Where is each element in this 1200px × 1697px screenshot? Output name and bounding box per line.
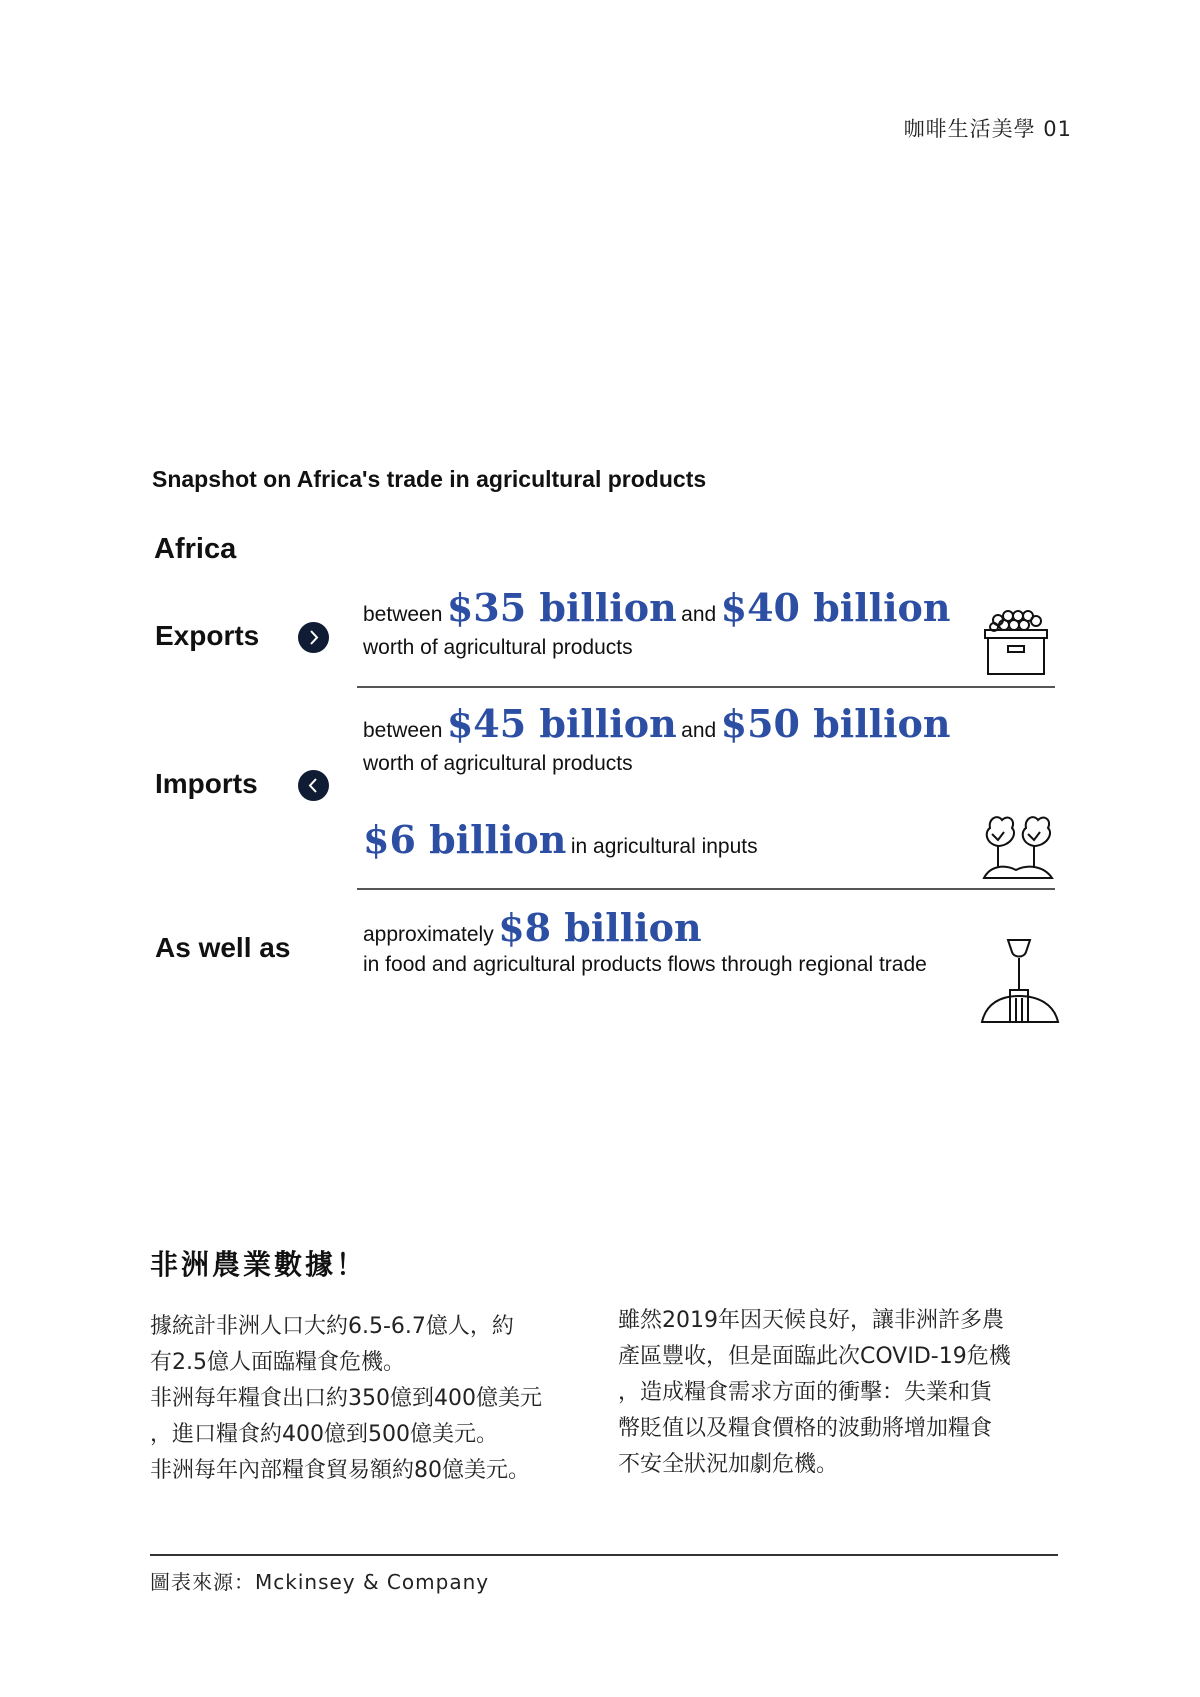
imports-divider xyxy=(357,888,1055,890)
left-para-line: 據統計非洲人口大約6.5-6.7億人，約 xyxy=(150,1314,514,1339)
left-para-line: 非洲每年糧食出口約350億到400億美元 xyxy=(150,1386,542,1411)
article-right-column xyxy=(618,1303,1068,1483)
exports-divider xyxy=(357,686,1055,688)
right-para-line: ，造成糧食需求方面的衝擊：失業和貨 xyxy=(618,1380,993,1405)
imports-prefix: between xyxy=(363,719,443,742)
left-para-line: 非洲每年內部糧食貿易額約80億美元。 xyxy=(150,1458,530,1483)
imports-value-low: $45 billion xyxy=(446,701,677,746)
exports-value-low: $35 billion xyxy=(446,585,677,630)
aswell-subtext: in food and agricultural products flows through regional trade xyxy=(363,953,927,976)
source-divider xyxy=(150,1554,1058,1556)
exports-label: Exports xyxy=(155,620,260,651)
inputs-value: $6 billion xyxy=(363,817,567,862)
crops-icon xyxy=(980,806,1056,884)
left-para-line: ，進口糧食約400億到500億美元。 xyxy=(150,1422,498,1447)
imports-subtext: worth of agricultural products xyxy=(363,752,633,775)
right-para-line: 雖然2019年因天候良好，讓非洲許多農 xyxy=(618,1308,1004,1333)
import-arrow-icon xyxy=(298,770,329,801)
imports-inputs-line xyxy=(363,817,758,862)
right-para-line: 產區豐收，但是面臨此次COVID-19危機 xyxy=(618,1344,1011,1369)
exports-subtext: worth of agricultural products xyxy=(363,636,633,659)
right-para-line: 不安全狀況加劇危機。 xyxy=(618,1452,839,1477)
aswell-value: $8 billion xyxy=(498,905,702,950)
region-label: Africa xyxy=(154,533,237,565)
right-para-line: 幣貶值以及糧食價格的波動將增加糧食 xyxy=(618,1416,993,1441)
imports-value-line xyxy=(363,701,951,746)
exports-prefix: between xyxy=(363,603,443,626)
shovel-icon xyxy=(978,938,1062,1028)
left-para-line: 有2.5億人面臨糧食危機。 xyxy=(150,1350,405,1375)
crate-icon xyxy=(982,606,1050,682)
source-text: 圖表來源：Mckinsey & Company xyxy=(150,1570,490,1594)
page-header-title: 咖啡生活美學 01 xyxy=(903,117,1072,141)
exports-value-line xyxy=(363,585,951,630)
aswell-label: As well as xyxy=(155,932,291,963)
imports-value-high: $50 billion xyxy=(720,701,951,746)
article-left-column xyxy=(150,1309,590,1489)
imports-label: Imports xyxy=(155,768,258,799)
aswell-prefix: approximately xyxy=(363,923,494,946)
inputs-text: in agricultural inputs xyxy=(570,835,758,858)
infographic-title: Snapshot on Africa's trade in agricultural products xyxy=(152,466,707,492)
article-title: 非洲農業數據！ xyxy=(150,1248,368,1281)
imports-connector: and xyxy=(681,719,717,742)
exports-connector: and xyxy=(681,603,717,626)
aswell-value-line xyxy=(363,905,702,950)
export-arrow-icon xyxy=(298,622,329,653)
exports-value-high: $40 billion xyxy=(720,585,951,630)
